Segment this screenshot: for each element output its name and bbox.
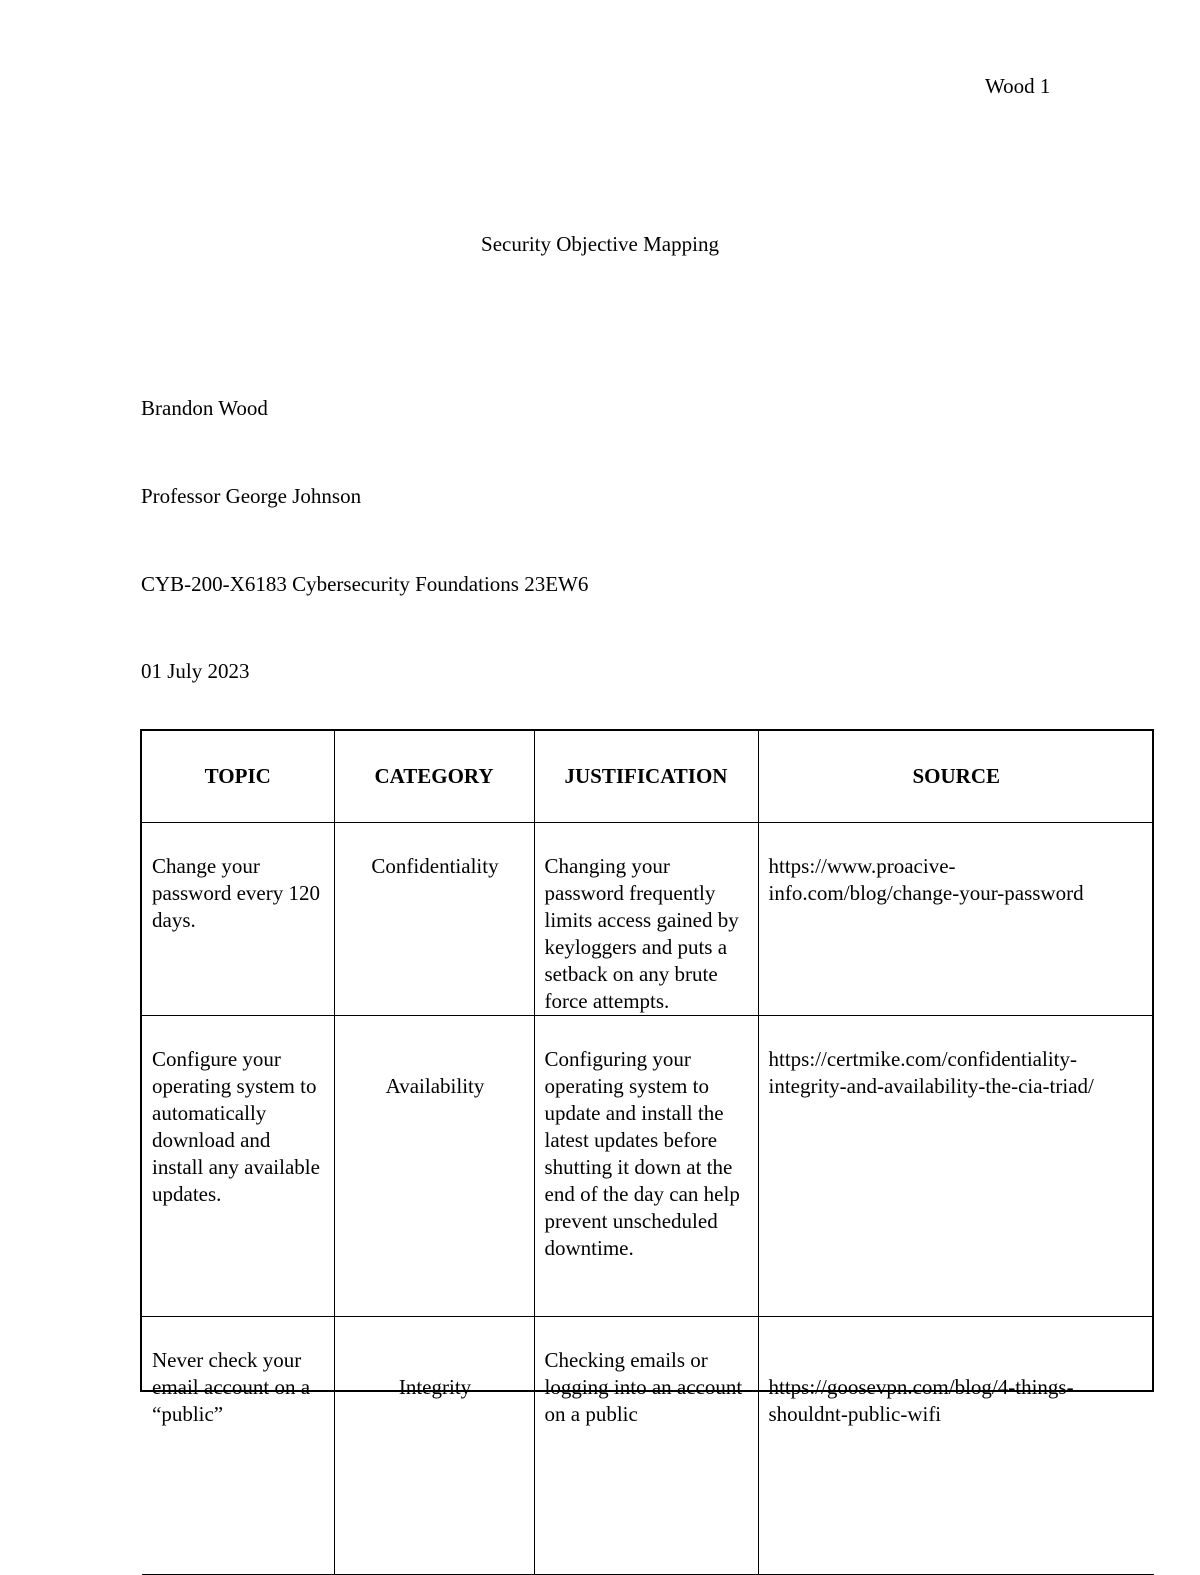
category-cell: Availability <box>334 1016 534 1317</box>
column-header-source: SOURCE <box>758 731 1154 823</box>
security-objective-table <box>140 729 1154 1426</box>
source-cell: https://certmike.com/confidentiality-integrity-and-availability-the-cia-triad/ <box>758 1016 1154 1317</box>
instructor-name: Professor George Johnson <box>141 484 362 508</box>
page-header-label: Wood 1 <box>985 74 1051 98</box>
document-date: 01 July 2023 <box>141 659 250 683</box>
column-header-topic: TOPIC <box>142 731 334 823</box>
justification-cell: Configuring your operating system to update and install the latest updates before shutting it down at the end of the day can help prevent unscheduled downtime. <box>534 1016 758 1317</box>
source-cell: https://goosevpn.com/blog/4-things-shouldnt-public-wifi <box>758 1317 1154 1575</box>
table-header-row <box>142 731 1154 823</box>
topic-cell: Change your password every 120 days. <box>142 823 334 1016</box>
category-cell: Confidentiality <box>334 823 534 1016</box>
table-row <box>142 1317 1154 1575</box>
topic-cell: Never check your email account on a “public” <box>142 1317 334 1575</box>
table-row <box>142 823 1154 1016</box>
justification-cell: Checking emails or logging into an account on a public <box>534 1317 758 1575</box>
course-name: CYB-200-X6183 Cybersecurity Foundations 23EW6 <box>141 572 589 596</box>
mapping-table <box>142 731 1154 1575</box>
column-header-category: CATEGORY <box>334 731 534 823</box>
topic-cell: Configure your operating system to automatically download and install any available updates. <box>142 1016 334 1317</box>
author-name: Brandon Wood <box>141 396 268 420</box>
column-header-justification: JUSTIFICATION <box>534 731 758 823</box>
table-row <box>142 1016 1154 1317</box>
source-cell: https://www.proacive-info.com/blog/change-your-password <box>758 823 1154 1016</box>
document-title: Security Objective Mapping <box>481 232 719 256</box>
category-cell: Integrity <box>334 1317 534 1575</box>
justification-cell: Changing your password frequently limits access gained by keyloggers and puts a setback on any brute force attempts. <box>534 823 758 1016</box>
